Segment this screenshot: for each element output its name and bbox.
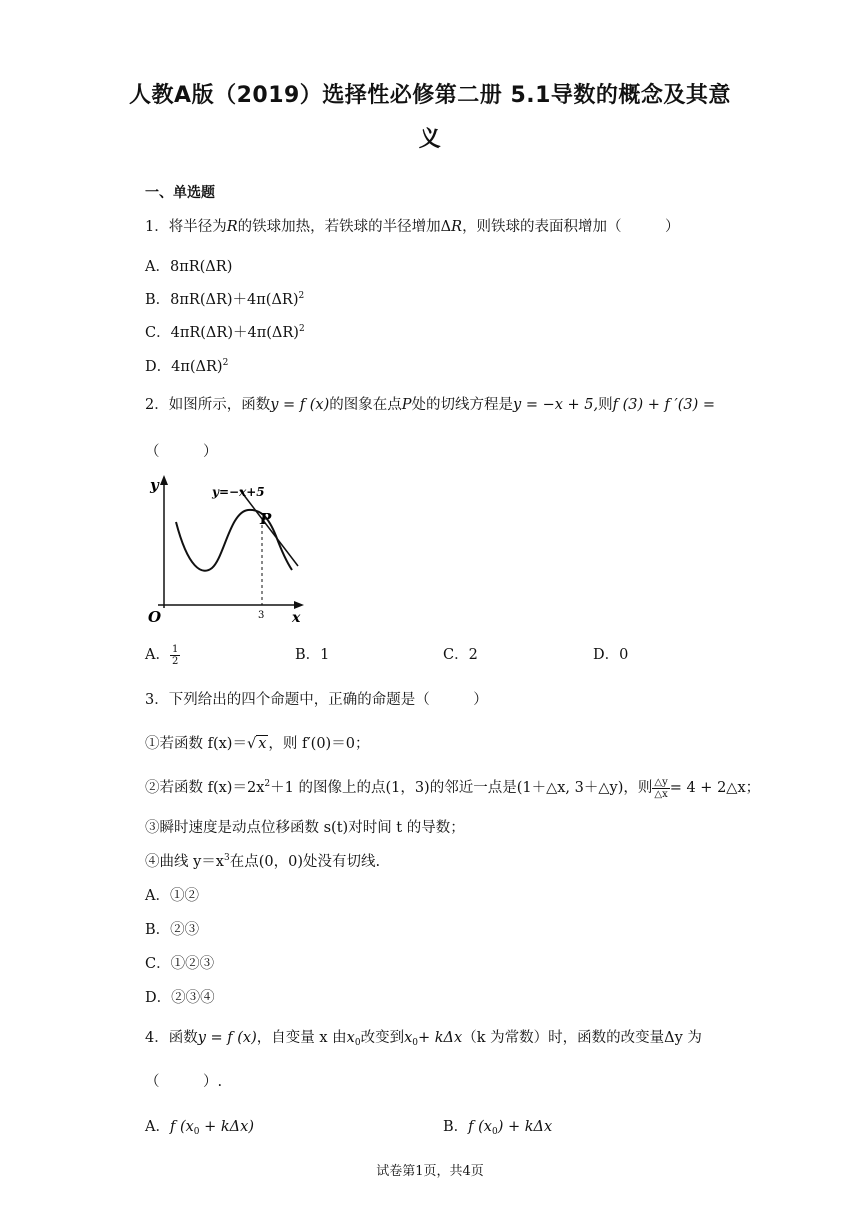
q1-option-c: C．$4\pi R(\Delta R)+4\pi(\Delta R)^2$ xyxy=(145,324,305,341)
x-label: x xyxy=(292,610,301,626)
q2-option-b: B．1 xyxy=(295,647,330,663)
q3-stem: 3．下列给出的四个命题中，正确的命题是（ ） xyxy=(145,692,488,708)
doc-title-line1: 人教A版（2019）选择性必修第二册 5.1导数的概念及其意 xyxy=(129,83,731,108)
q2-option-a: A． $\frac{1}{2}$ xyxy=(145,643,179,667)
q3-option-b: B．②③ xyxy=(145,922,200,938)
q1-option-d: D．$4\pi(\Delta R)^2$ xyxy=(145,358,229,375)
q4-paren: （ ）. xyxy=(145,1074,223,1090)
q4-option-b: B．f $(x_0) + k\Delta x$ xyxy=(443,1119,553,1137)
q3-option-d: D．②③④ xyxy=(145,990,215,1006)
q2-option-c: C．2 xyxy=(443,647,478,663)
section-heading: 一、单选题 xyxy=(145,185,215,201)
tangent-line xyxy=(240,490,298,566)
q3-option-a: A．①② xyxy=(145,888,199,904)
q2-paren: （ ） xyxy=(145,444,218,460)
q3-statement-1: ①若函数 f(x)＝√ x ，则 f′(0)＝0； xyxy=(145,736,370,752)
q3-option-c: C．①②③ xyxy=(145,956,215,972)
q2-stem: 2．如图所示，函数y = f (x)的图象在点P处的切线方程是y = −x + 5,则f (3) + f ′(3) = xyxy=(145,397,716,413)
q3-statement-2: ②若函数 $f(x)=2x^2+1$ 的图像上的点(1，3)的邻近一点是(1＋△x, 3＋△y)，则 $\frac{\triangle y}{\triangle x}$ = 4 + 2△x； xyxy=(145,776,761,800)
q2-option-d: D．0 xyxy=(593,647,629,663)
y-axis-arrow xyxy=(160,475,168,485)
function-curve xyxy=(176,510,292,571)
page-footer: 试卷第1页，共4页 xyxy=(376,1164,484,1179)
q1-stem: 1．将半径为R的铁球加热，若铁球的半径增加ΔR，则铁球的表面积增加（ ） xyxy=(145,219,680,235)
point-p-label: P xyxy=(260,510,272,528)
q2-function-graph xyxy=(140,472,310,628)
q1-option-b: B．$8\pi R(\Delta R)+4\pi(\Delta R)^2$ xyxy=(145,291,305,308)
q3-statement-3: ③瞬时速度是动点位移函数 s(t)对时间 t 的导数； xyxy=(145,820,465,836)
y-label: y xyxy=(150,476,159,494)
q1-option-a: A．8πR(ΔR) xyxy=(145,259,233,275)
doc-title-line2: 义 xyxy=(418,127,442,152)
q4-stem: 4．函数y = f (x)，自变量 x 由$x_0$改变到$x_0+ k\Delta x(k$ 为常数）时，函数的改变量Δy 为 xyxy=(145,1030,702,1048)
tick-3-label: 3 xyxy=(258,610,265,621)
x-axis-arrow xyxy=(294,601,304,609)
origin-label: O xyxy=(148,608,162,626)
q4-option-a: A．f $(x_0 + k\Delta x)$ xyxy=(145,1119,254,1137)
tangent-equation-label: y=−x+5 xyxy=(212,485,265,499)
q3-statement-4: ④曲线 $y=x^3$在点(0，0)处没有切线. xyxy=(145,853,381,870)
